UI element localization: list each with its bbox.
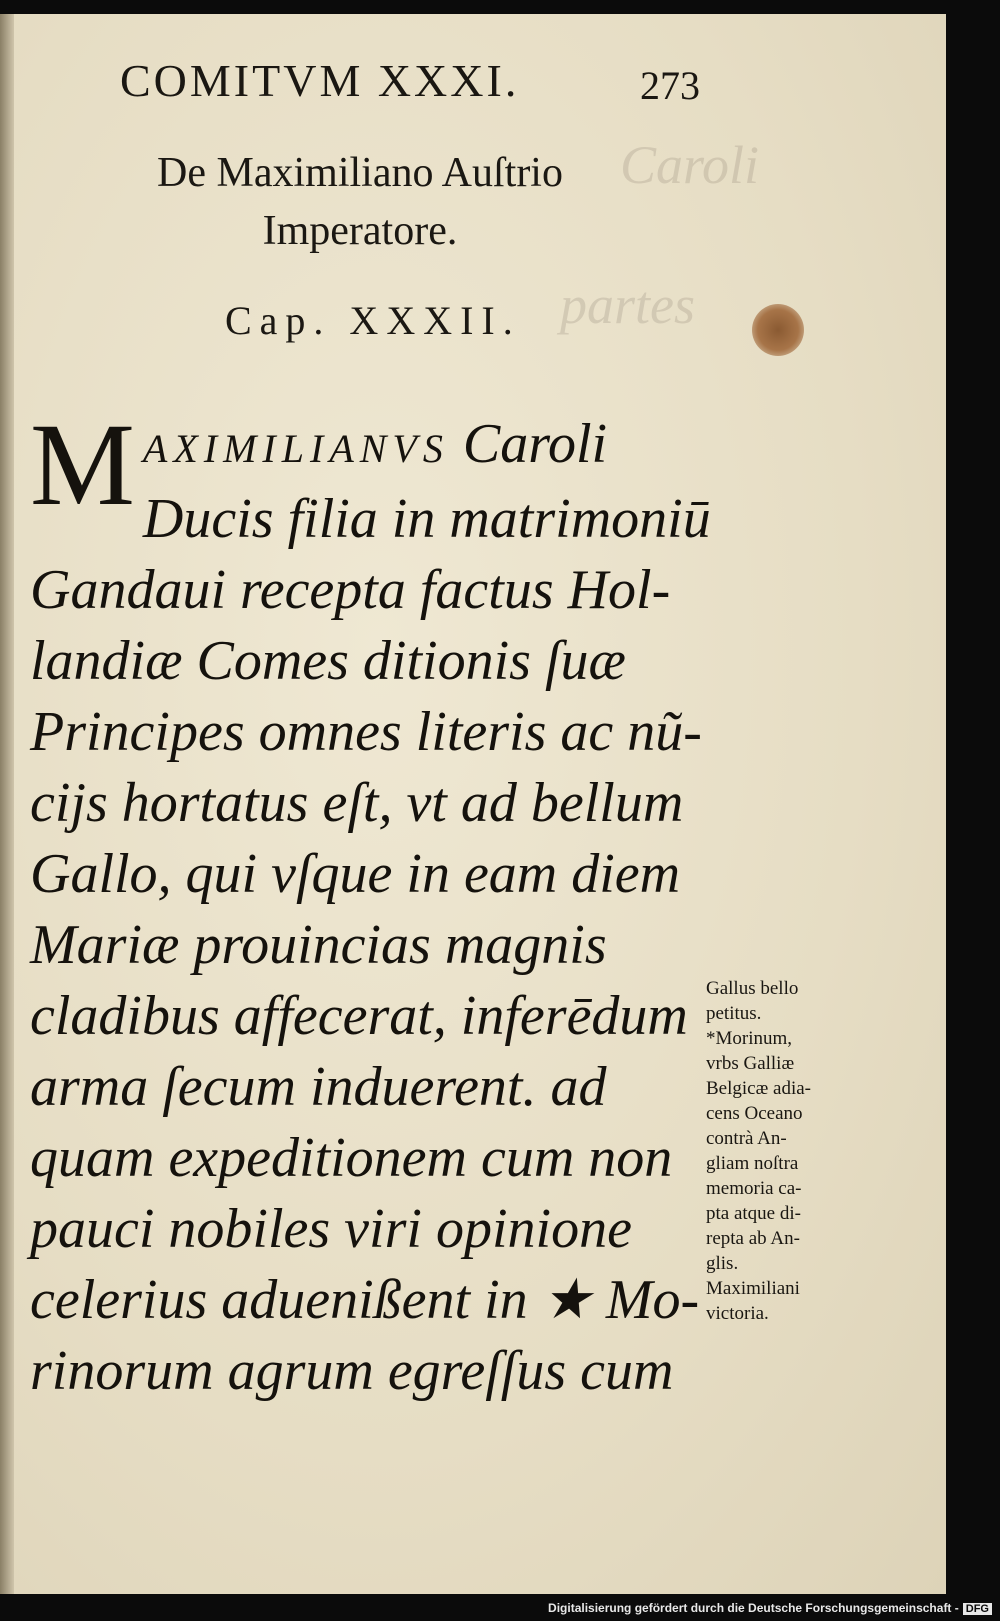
margin-note-line: pta atque di- <box>706 1203 801 1224</box>
text-line: quam expeditionem cum non <box>30 1127 673 1189</box>
text-line: landiæ Comes ditionis ſuæ <box>30 630 626 692</box>
margin-note-line: memoria ca- <box>706 1178 802 1199</box>
page-stain <box>752 304 804 356</box>
margin-note-line: vrbs Galliæ <box>706 1053 795 1074</box>
text-line: Principes omnes literis ac nũ- <box>30 701 702 763</box>
chapter-title-line: De Maximiliano Auſtrio <box>157 150 563 196</box>
drop-cap: M <box>30 399 135 530</box>
digitization-credit <box>548 1601 992 1615</box>
main-text <box>30 399 711 1407</box>
text-line: cladibus affecerat, inferēdum <box>30 985 688 1047</box>
chapter-number: Cap. XXXII. <box>225 298 521 343</box>
margin-note-line: glis. <box>706 1253 739 1274</box>
text-line: Ducis filia in matrimoniū <box>142 488 711 550</box>
first-line-rest: Caroli <box>462 413 608 475</box>
margin-note-line: *Morinum, <box>706 1028 793 1049</box>
credit-text: Digitalisierung gefördert durch die Deutsche Forschungsgemeinschaft - <box>548 1601 959 1615</box>
margin-note <box>706 976 866 1326</box>
running-title: COMITVM XXXI. <box>120 55 520 106</box>
margin-note-line: petitus. <box>706 1003 762 1024</box>
margin-note-line: gliam noſtra <box>706 1153 799 1174</box>
text-line: Mariæ prouincias magnis <box>30 914 607 976</box>
page-header <box>110 44 700 114</box>
first-word: AXIMILIANVS <box>142 426 449 471</box>
margin-note-line: contrà An- <box>706 1128 787 1149</box>
margin-note-line: Maximiliani <box>706 1278 800 1299</box>
ink-show-through: partes <box>560 275 695 335</box>
margin-note-line: Gallus bello <box>706 978 799 999</box>
book-page <box>0 14 946 1594</box>
text-line: Gandaui recepta factus Hol- <box>30 559 671 621</box>
margin-note-line: victoria. <box>706 1303 769 1324</box>
page-number: 273 <box>640 63 700 108</box>
text-line: cijs hortatus eſt, vt ad bellum <box>30 772 684 834</box>
text-line: arma ſecum induerent. ad <box>30 1056 607 1118</box>
text-line: rinorum agrum egreſſus cum <box>30 1340 674 1402</box>
margin-note-line: repta ab An- <box>706 1228 800 1249</box>
text-line: Gallo, qui vſque in eam diem <box>30 843 681 905</box>
ink-show-through: Caroli <box>620 135 760 195</box>
chapter-title <box>0 144 720 260</box>
margin-note-line: Belgicæ adia- <box>706 1078 811 1099</box>
margin-note-line: cens Oceano <box>706 1103 803 1124</box>
text-line: celerius aduenißent in ★ Mo- <box>30 1269 700 1331</box>
chapter-title-line: Imperatore. <box>262 208 458 254</box>
dfg-logo: DFG <box>963 1603 992 1615</box>
text-line: pauci nobiles viri opinione <box>30 1198 632 1260</box>
